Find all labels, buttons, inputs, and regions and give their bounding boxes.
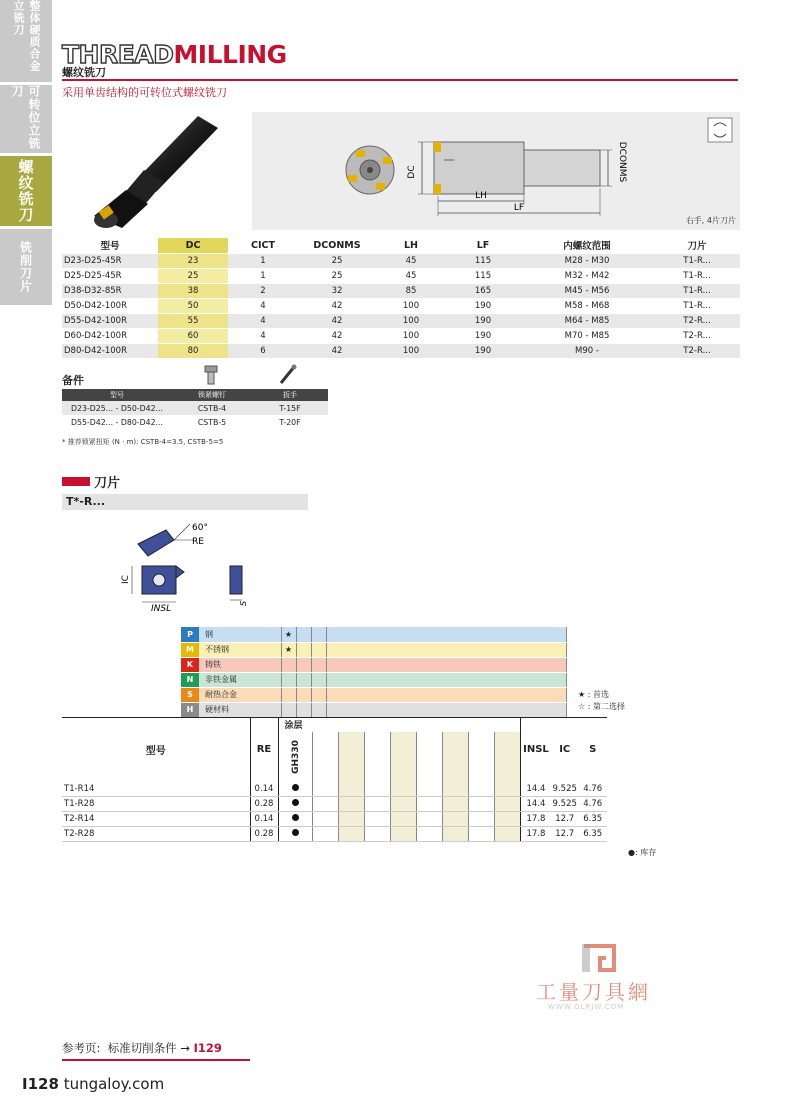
material-row: N 非铁金属	[181, 672, 566, 687]
col-coating: 涂层	[278, 718, 521, 732]
table-row: D55-D42... - D80-D42... CSTB-5 T-20F	[71, 417, 301, 427]
insert-type-bar: T*-R...	[62, 494, 308, 510]
material-table	[181, 627, 567, 718]
right-hand-note: 右手, 4片刀片	[685, 216, 736, 225]
col-insl: INSL	[521, 718, 551, 782]
reference-link[interactable]: 参考页: 标准切削条件 → I129	[62, 1041, 222, 1055]
table-row: D25-D25-45R 25 1 25 45 115 M32 - M42 T1-R...	[62, 268, 740, 283]
side-tab-indexable-endmills[interactable]: 可转位立铣刀	[0, 85, 52, 153]
col-insert: 刀片	[687, 241, 707, 253]
accessories-table: 型号 锁紧螺钉 扳手 D23-D25... - D50-D42... CSTB-4 T-15F D55-D42... - D80-D42... CSTB-5 T-20F	[62, 389, 328, 429]
watermark-text: 工量刀具網	[536, 980, 651, 1004]
stock-dot-icon	[292, 799, 299, 806]
side-tab-thread-milling[interactable]: 螺纹铣刀	[0, 156, 52, 226]
col-lf: LF	[476, 239, 490, 251]
insert-section-title: 刀片	[94, 476, 121, 491]
col-dc: DC	[158, 238, 228, 253]
svg-text:RE: RE	[192, 537, 204, 547]
page-title: THREADMILLING	[62, 40, 287, 69]
table-row: D50-D42-100R 50 4 42 100 190 M58 - M68 T1-R...	[62, 298, 740, 313]
side-tab-milling-inserts[interactable]: 铣削刀片	[0, 229, 52, 305]
svg-text:DC: DC	[407, 165, 417, 179]
svg-text:LH: LH	[475, 191, 487, 201]
col-thread-range: 内螺纹范围	[563, 241, 611, 253]
col-lh: LH	[403, 239, 418, 251]
stock-dot-icon	[292, 829, 299, 836]
legend: ★ : 首选 ☆ : 第二选择	[578, 690, 625, 711]
tool-spec-table	[62, 238, 740, 358]
material-row: M 不锈钢 ★	[181, 642, 566, 657]
side-tab-solid-endmills[interactable]: 整体硬质合金立铣刀	[0, 0, 52, 82]
table-row: T2-R28 0.28 17.8 12.7 6.35	[62, 827, 607, 842]
watermark-url: WWW.GLRJW.COM	[548, 1003, 625, 1011]
watermark-logo-icon	[580, 942, 620, 974]
tool-photo-icon	[86, 112, 236, 234]
col-ic: IC	[559, 744, 571, 756]
grade-gh330: GH330	[290, 739, 301, 774]
svg-text:DCONMS: DCONMS	[617, 141, 627, 183]
table-row: D23-D25-45R 23 1 25 45 115 M28 - M30 T1-R...	[62, 253, 740, 268]
col-model: 型号	[145, 746, 166, 758]
table-row: T2-R14 0.14 17.8 12.7 6.35	[62, 812, 607, 827]
material-row: S 耐热合金	[181, 687, 566, 702]
cn-title: 螺纹铣刀	[62, 66, 106, 79]
svg-text:LF: LF	[513, 203, 525, 213]
reference-underline	[62, 1059, 250, 1061]
wrench-icon	[278, 363, 298, 385]
torque-note: * 推荐锁紧扭矩 (N · m): CSTB-4=3.5, CSTB-5=5	[62, 438, 224, 446]
table-row: T1-R14 0.14 14.4 9.525 4.76	[62, 782, 607, 797]
col-dconms: DCONMS	[313, 239, 361, 251]
col-re: RE	[250, 718, 278, 782]
svg-text:60°: 60°	[192, 523, 208, 533]
stock-dot-icon	[292, 784, 299, 791]
table-row: D55-D42-100R 55 4 42 100 190 M64 - M85 T2-R...	[62, 313, 740, 328]
table-row: D23-D25... - D50-D42... CSTB-4 T-15F	[62, 401, 328, 415]
screw-icon	[202, 365, 220, 385]
page-footer: I128 tungaloy.com	[22, 1075, 165, 1093]
material-row: H 硬材料	[181, 702, 566, 717]
material-row: P 钢 ★	[181, 627, 566, 642]
insert-drawing-icon	[118, 518, 268, 618]
stock-note: ●: 库存	[628, 848, 657, 857]
tool-dimension-diagram	[252, 112, 740, 230]
subtitle: 采用单齿结构的可转位式螺纹铣刀	[62, 86, 227, 99]
table-row: D60-D42-100R 60 4 42 100 190 M70 - M85 T2-R...	[62, 328, 740, 343]
col-s: S	[589, 744, 597, 756]
section-marker	[62, 477, 90, 486]
svg-text:IC: IC	[121, 575, 131, 584]
title-divider	[62, 79, 738, 81]
accessories-title: 备件	[62, 374, 84, 387]
col-cict: CICT	[251, 239, 275, 251]
table-row: D80-D42-100R 80 6 42 100 190 M90 - T2-R...	[62, 343, 740, 358]
table-row: T1-R28 0.28 14.4 9.525 4.76	[62, 797, 607, 812]
svg-text:S: S	[239, 600, 248, 606]
material-row: K 铸铁	[181, 657, 566, 672]
table-row: D38-D32-85R 38 2 32 85 165 M45 - M56 T1-R...	[62, 283, 740, 298]
col-model: 型号	[100, 241, 120, 253]
svg-text:INSL: INSL	[151, 604, 172, 614]
insert-table	[62, 717, 607, 842]
stock-dot-icon	[292, 814, 299, 821]
